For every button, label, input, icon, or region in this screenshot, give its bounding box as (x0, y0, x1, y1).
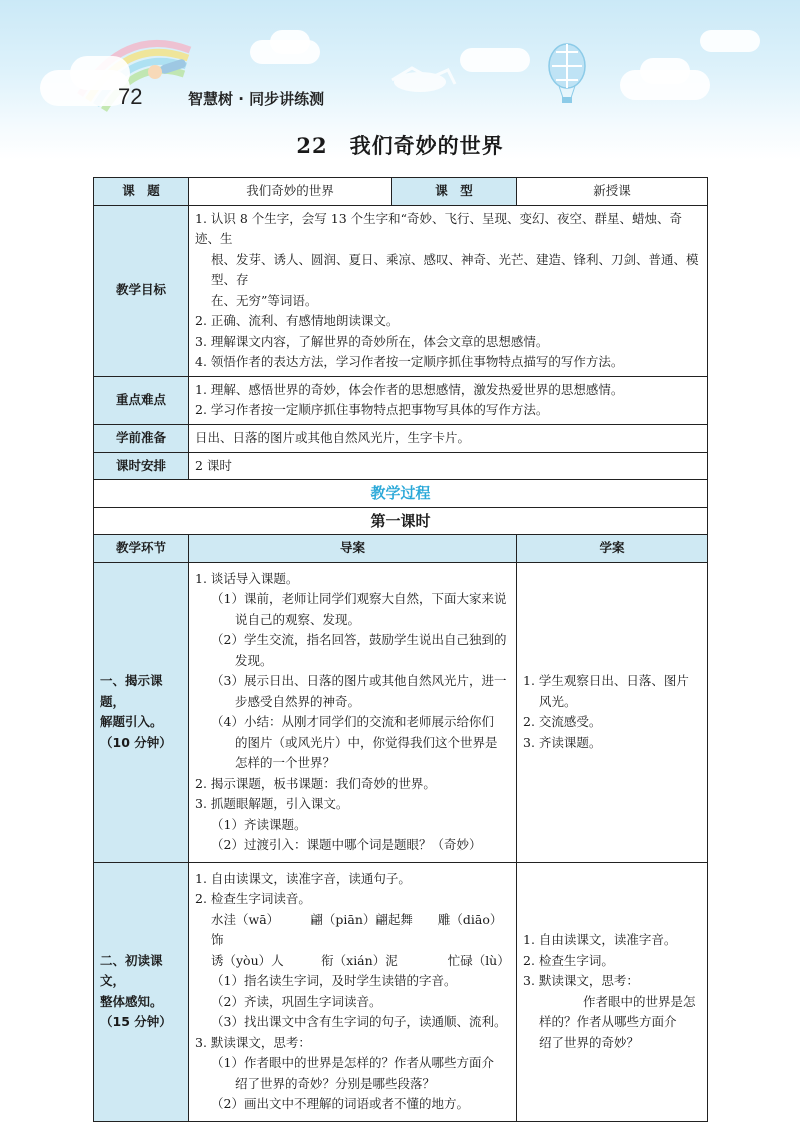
guide-line: 2. 检查生字词读音。 (195, 891, 311, 906)
study-line: 2. 交流感受。 (523, 714, 602, 729)
prep-row (94, 424, 708, 452)
stage-name-line: 解题引入。 (100, 714, 163, 729)
prep-value: 日出、日落的图片或其他自然风光片，生字卡片。 (189, 424, 708, 452)
guide-line: （2）过渡引入：课题中哪个词是题眼？（奇妙） (211, 837, 482, 852)
guide-line: 诱（yòu）人 衔（xián）泥 忙碌（lù） (211, 952, 510, 968)
guide-line: 说自己的观察、发现。 (235, 611, 361, 627)
guide-line: （1）作者眼中的世界是怎样的？作者从哪些方面介 (211, 1055, 494, 1070)
period-title: 第一课时 (94, 507, 708, 535)
column-stage: 教学环节 (94, 535, 189, 563)
topic-label: 课 题 (94, 178, 189, 206)
guide-line: 1. 自由读课文，读准字音，读通句子。 (195, 870, 411, 886)
guide-line: 3. 抓题眼解题，引入课文。 (195, 796, 349, 811)
stage-study (517, 562, 708, 862)
goal-line: 4. 领悟作者的表达方法，学习作者按一定顺序抓住事物特点描写的写作方法。 (195, 354, 624, 369)
study-line: 作者眼中的世界是怎 (583, 993, 696, 1009)
stage-guide (189, 562, 517, 862)
guide-line: 3. 默读课文，思考： (195, 1034, 311, 1050)
guide-line: 水洼（wā） 翩（piān）翩起舞 雕（diāo）饰 (211, 911, 503, 947)
study-line: 样的？作者从哪些方面介 (539, 1014, 677, 1029)
stage-name (94, 862, 189, 1121)
study-line: 1. 学生观察日出、日落、图片 (523, 673, 689, 688)
process-title: 教学过程 (94, 480, 708, 508)
column-study: 学案 (517, 535, 708, 563)
stage-row (94, 862, 708, 1121)
guide-line: 1. 谈话导入课题。 (195, 570, 299, 586)
key-points-label: 重点难点 (94, 376, 189, 424)
column-guide: 导案 (189, 535, 517, 563)
guide-line: （2）齐读，巩固生字词读音。 (211, 993, 382, 1009)
guide-line: 发现。 (235, 652, 273, 668)
lesson-title: 22 我们奇妙的世界 (296, 133, 504, 158)
goal-line: 3. 理解课文内容，了解世界的奇妙所在，体会文章的思想感情。 (195, 333, 549, 349)
stage-name-line: 一、揭示课题， (100, 673, 163, 709)
key-point-line: 2. 学习作者按一定顺序抓住事物特点把事物写具体的写作方法。 (195, 402, 549, 417)
guide-line: （1）齐读课题。 (211, 816, 307, 832)
key-points-content (189, 376, 708, 424)
guide-line: 2. 揭示课题，板书课题：我们奇妙的世界。 (195, 775, 436, 791)
type-value: 新授课 (517, 178, 708, 206)
guide-line: （3）找出课文中含有生字词的句子，读通顺、流利。 (211, 1014, 507, 1029)
guide-line: （1）课前，老师让同学们观察大自然，下面大家来说 (211, 591, 507, 606)
lesson-plan-table (93, 177, 708, 1122)
goal-line: 1. 认识 8 个生字，会写 13 个生字和“奇妙、飞行、呈现、变幻、夜空、群星、蜡烛、奇迹、生 (195, 210, 683, 246)
study-line: 绍了世界的奇妙？ (539, 1034, 640, 1050)
series-title: 智慧树 · 同步讲练测 (188, 90, 325, 108)
study-line: 3. 齐读课题。 (523, 734, 602, 750)
goal-line: 2. 正确、流利、有感情地朗读课文。 (195, 313, 399, 328)
prep-label: 学前准备 (94, 424, 189, 452)
goals-content (189, 205, 708, 376)
stage-name-line: 整体感知。 (100, 993, 163, 1009)
study-line: 风光。 (539, 693, 577, 709)
study-line: 2. 检查生字词。 (523, 952, 614, 968)
topic-value: 我们奇妙的世界 (189, 178, 392, 206)
study-line: 1. 自由读课文，读准字音。 (523, 932, 677, 947)
stage-guide (189, 862, 517, 1121)
topic-row (94, 178, 708, 206)
stage-row (94, 562, 708, 862)
key-points-row (94, 376, 708, 424)
goals-row (94, 205, 708, 376)
guide-line: 怎样的一个世界？ (235, 755, 336, 770)
guide-line: 步感受自然界的神奇。 (235, 693, 361, 709)
stage-name-line: 二、初读课文， (100, 952, 163, 988)
stage-name-line: （15 分钟） (100, 1014, 172, 1029)
guide-line: （2）学生交流，指名回答，鼓励学生说出自己独到的 (211, 632, 507, 647)
stage-study (517, 862, 708, 1121)
period-title-row (94, 507, 708, 535)
goal-line: 根、发芽、诱人、圆润、夏日、乘凉、感叹、神奇、光芒、建造、锋利、刀剑、普通、模型、存 (211, 251, 699, 287)
guide-line: （2）画出文中不理解的词语或者不懂的地方。 (211, 1096, 469, 1111)
guide-line: 绍了世界的奇妙？分别是哪些段落？ (235, 1075, 436, 1091)
study-line: 3. 默读课文，思考： (523, 973, 639, 988)
hours-label: 课时安排 (94, 452, 189, 480)
stage-name (94, 562, 189, 862)
goals-label: 教学目标 (94, 205, 189, 376)
hours-value: 2 课时 (189, 452, 708, 480)
guide-line: （1）指名读生字词，及时学生读错的字音。 (211, 973, 457, 988)
type-label: 课 型 (392, 178, 517, 206)
guide-line: （4）小结：从刚才同学们的交流和老师展示给你们 (211, 714, 494, 729)
process-title-row (94, 480, 708, 508)
hours-row (94, 452, 708, 480)
guide-line: （3）展示日出、日落的图片或其他自然风光片，进一 (211, 673, 507, 688)
hot-air-balloon-icon (549, 44, 585, 103)
stage-name-line: （10 分钟） (100, 734, 172, 750)
key-point-line: 1. 理解、感悟世界的奇妙，体会作者的思想感情，激发热爱世界的思想感情。 (195, 381, 624, 397)
column-header-row (94, 535, 708, 563)
page-number: 72 (118, 84, 143, 109)
goal-line: 在、无穷”等词语。 (211, 292, 318, 308)
guide-line: 的图片（或风光片）中，你觉得我们这个世界是 (235, 734, 498, 750)
